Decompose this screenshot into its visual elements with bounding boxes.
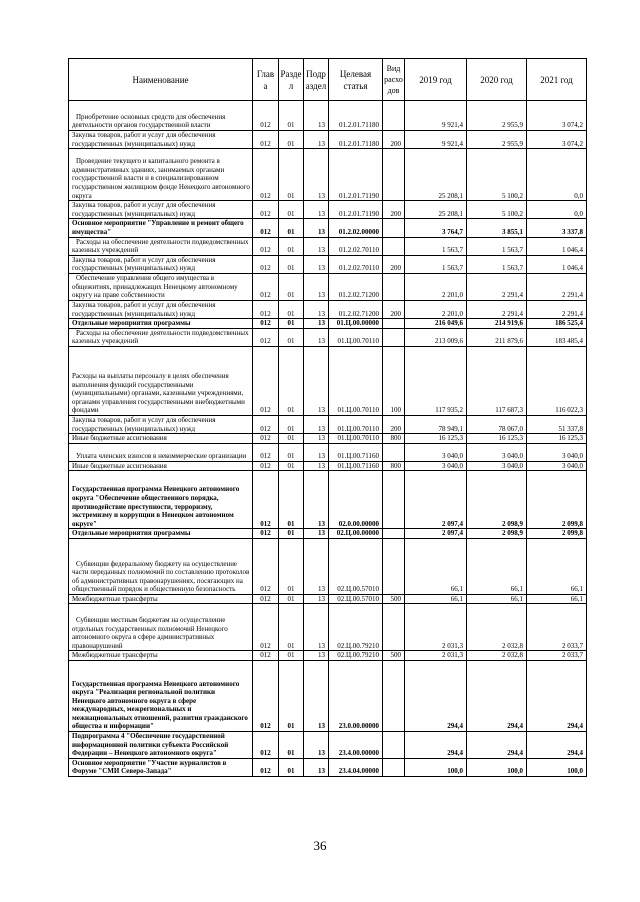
header-podrazdel: Подр аздел	[304, 59, 329, 101]
cell-vid	[383, 443, 405, 461]
cell-vid: 500	[383, 594, 405, 604]
cell-article: 01.2.02.00000	[329, 219, 383, 237]
table-row	[69, 255, 587, 273]
cell-2019: 25 208,1	[405, 201, 467, 219]
cell-vid: 200	[383, 131, 405, 149]
table-row	[69, 471, 587, 529]
cell-podrazdel: 13	[304, 594, 329, 604]
table-row	[69, 237, 587, 255]
cell-article: 23.0.00.00000	[329, 661, 383, 732]
cell-2020: 2 291,4	[467, 300, 527, 318]
table-row	[69, 529, 587, 539]
table-row	[69, 219, 587, 237]
table-row	[69, 201, 587, 219]
cell-glava: 012	[253, 255, 279, 273]
cell-name: Расходы на выплаты персоналу в целях обеспечения выполнения функций государственными (муниципальными) органами, казенными учреждениями, органами управления государственными внебюджетными фондами	[69, 346, 253, 415]
header-2020: 2020 год	[467, 59, 527, 101]
cell-glava: 012	[253, 661, 279, 732]
cell-podrazdel: 13	[304, 461, 329, 471]
cell-2021: 0,0	[527, 149, 587, 201]
cell-name: Проведение текущего и капитального ремонта в административных зданиях, занимаемых органами государственной власти и в специализированном государственном жилищном фонде Ненецкого автономного округа	[69, 149, 253, 201]
cell-podrazdel: 13	[304, 131, 329, 149]
cell-podrazdel: 13	[304, 273, 329, 300]
cell-vid	[383, 219, 405, 237]
cell-2019: 2 201,0	[405, 300, 467, 318]
table-row	[69, 661, 587, 732]
cell-glava: 012	[253, 328, 279, 346]
table-row	[69, 149, 587, 201]
cell-podrazdel: 13	[304, 758, 329, 776]
cell-2021: 3 074,2	[527, 101, 587, 131]
cell-article: 02.Ц.00.79210	[329, 604, 383, 651]
cell-razdel: 01	[279, 529, 304, 539]
cell-vid	[383, 538, 405, 594]
cell-2021: 1 046,4	[527, 237, 587, 255]
cell-vid: 200	[383, 300, 405, 318]
cell-razdel: 01	[279, 732, 304, 759]
cell-razdel: 01	[279, 538, 304, 594]
cell-2019: 2 097,4	[405, 529, 467, 539]
cell-2020: 2 032,8	[467, 604, 527, 651]
cell-podrazdel: 13	[304, 529, 329, 539]
cell-glava: 012	[253, 434, 279, 444]
cell-podrazdel: 13	[304, 538, 329, 594]
cell-podrazdel: 13	[304, 255, 329, 273]
header-name: Наименование	[69, 59, 253, 101]
header-razdel: Разде л	[279, 59, 304, 101]
cell-2020: 2 955,9	[467, 131, 527, 149]
cell-2020: 3 040,0	[467, 443, 527, 461]
cell-name: Основное мероприятие "Участие журналистов в Форуме "СМИ Северо-Запада"	[69, 758, 253, 776]
cell-article: 02.Ц.00.00000	[329, 529, 383, 539]
table-row	[69, 443, 587, 461]
cell-vid	[383, 604, 405, 651]
cell-2021: 66,1	[527, 594, 587, 604]
table-row	[69, 604, 587, 651]
cell-podrazdel: 13	[304, 300, 329, 318]
cell-article: 23.4.00.00000	[329, 732, 383, 759]
table-row	[69, 732, 587, 759]
cell-name: Закупка товаров, работ и услуг для обеспечения государственных (муниципальных) нужд	[69, 255, 253, 273]
cell-2019: 2 201,0	[405, 273, 467, 300]
cell-razdel: 01	[279, 131, 304, 149]
cell-name: Закупка товаров, работ и услуг для обеспечения государственных (муниципальных) нужд	[69, 300, 253, 318]
cell-glava: 012	[253, 443, 279, 461]
table-row	[69, 434, 587, 444]
cell-2021: 183 485,4	[527, 328, 587, 346]
cell-article: 01.Ц.00.00000	[329, 319, 383, 329]
cell-podrazdel: 13	[304, 219, 329, 237]
cell-2021: 3 074,2	[527, 131, 587, 149]
cell-name: Закупка товаров, работ и услуг для обеспечения государственных (муниципальных) нужд	[69, 415, 253, 433]
cell-2019: 16 125,3	[405, 434, 467, 444]
cell-2020: 2 032,8	[467, 651, 527, 661]
cell-name: Отдельные мероприятия программы	[69, 529, 253, 539]
cell-glava: 012	[253, 219, 279, 237]
cell-2019: 2 031,3	[405, 651, 467, 661]
cell-podrazdel: 13	[304, 651, 329, 661]
cell-name: Отдельные мероприятия программы	[69, 319, 253, 329]
cell-2021: 3 337,8	[527, 219, 587, 237]
cell-vid: 200	[383, 255, 405, 273]
cell-razdel: 01	[279, 434, 304, 444]
cell-name: Межбюджетные трансферты	[69, 594, 253, 604]
cell-2020: 2 098,9	[467, 471, 527, 529]
table-row	[69, 594, 587, 604]
cell-razdel: 01	[279, 201, 304, 219]
cell-podrazdel: 13	[304, 732, 329, 759]
cell-2021: 2 033,7	[527, 604, 587, 651]
cell-glava: 012	[253, 131, 279, 149]
cell-glava: 012	[253, 732, 279, 759]
cell-vid: 200	[383, 201, 405, 219]
header-2021: 2021 год	[527, 59, 587, 101]
cell-name: Расходы на обеспечение деятельности подведомственных казенных учреждений	[69, 328, 253, 346]
cell-glava: 012	[253, 149, 279, 201]
cell-article: 01.2.02.70110	[329, 237, 383, 255]
cell-glava: 012	[253, 758, 279, 776]
cell-name: Обеспечение управления общего имущества в общежитиях, принадлежащих Ненецкому автономному округу на праве собственности	[69, 273, 253, 300]
cell-razdel: 01	[279, 594, 304, 604]
cell-glava: 012	[253, 538, 279, 594]
header-2019: 2019 год	[405, 59, 467, 101]
cell-article: 01.Ц.00.70110	[329, 415, 383, 433]
cell-glava: 012	[253, 651, 279, 661]
cell-2019: 9 921,4	[405, 131, 467, 149]
table-row	[69, 538, 587, 594]
cell-glava: 012	[253, 319, 279, 329]
cell-razdel: 01	[279, 219, 304, 237]
cell-2020: 78 067,0	[467, 415, 527, 433]
cell-article: 01.Ц.00.70110	[329, 328, 383, 346]
cell-2020: 66,1	[467, 538, 527, 594]
cell-name: Субвенции местным бюджетам на осуществление отдельных государственных полномочий Ненецкого автономного округа в сфере административных правонарушений	[69, 604, 253, 651]
cell-2019: 78 949,1	[405, 415, 467, 433]
cell-razdel: 01	[279, 415, 304, 433]
cell-razdel: 01	[279, 149, 304, 201]
cell-2019: 100,0	[405, 758, 467, 776]
cell-podrazdel: 13	[304, 471, 329, 529]
cell-2019: 2 031,3	[405, 604, 467, 651]
cell-razdel: 01	[279, 661, 304, 732]
cell-vid	[383, 149, 405, 201]
cell-2020: 5 100,2	[467, 201, 527, 219]
cell-vid	[383, 328, 405, 346]
cell-2020: 214 919,6	[467, 319, 527, 329]
cell-podrazdel: 13	[304, 661, 329, 732]
cell-2021: 294,4	[527, 732, 587, 759]
cell-article: 02.0.00.00000	[329, 471, 383, 529]
cell-article: 23.4.04.00000	[329, 758, 383, 776]
cell-podrazdel: 13	[304, 434, 329, 444]
table-row	[69, 328, 587, 346]
cell-razdel: 01	[279, 758, 304, 776]
cell-2021: 0,0	[527, 201, 587, 219]
cell-2020: 1 563,7	[467, 255, 527, 273]
cell-glava: 012	[253, 461, 279, 471]
cell-2020: 3 040,0	[467, 461, 527, 471]
cell-podrazdel: 13	[304, 237, 329, 255]
cell-2020: 211 879,6	[467, 328, 527, 346]
cell-name: Закупка товаров, работ и услуг для обеспечения государственных (муниципальных) нужд	[69, 131, 253, 149]
table-header-row	[69, 59, 587, 101]
cell-article: 01.Ц.00.71160	[329, 461, 383, 471]
cell-article: 01.2.01.71190	[329, 201, 383, 219]
cell-2021: 16 125,3	[527, 434, 587, 444]
cell-2020: 294,4	[467, 661, 527, 732]
cell-article: 01.2.02.70110	[329, 255, 383, 273]
cell-vid	[383, 529, 405, 539]
cell-2019: 3 764,7	[405, 219, 467, 237]
cell-name: Государственная программа Ненецкого автономного округа "Обеспечение общественного порядка, противодействие преступности, терроризму, экстремизму и коррупции в Ненецком автономном округе"	[69, 471, 253, 529]
cell-glava: 012	[253, 346, 279, 415]
cell-glava: 012	[253, 471, 279, 529]
cell-podrazdel: 13	[304, 415, 329, 433]
cell-2020: 100,0	[467, 758, 527, 776]
cell-vid	[383, 237, 405, 255]
cell-glava: 012	[253, 529, 279, 539]
cell-vid	[383, 273, 405, 300]
cell-2021: 294,4	[527, 661, 587, 732]
cell-2020: 2 098,9	[467, 529, 527, 539]
cell-podrazdel: 13	[304, 101, 329, 131]
table-row	[69, 461, 587, 471]
cell-article: 02.Ц.00.57010	[329, 538, 383, 594]
cell-article: 01.2.02.71200	[329, 273, 383, 300]
cell-vid	[383, 471, 405, 529]
cell-glava: 012	[253, 594, 279, 604]
cell-2019: 9 921,4	[405, 101, 467, 131]
cell-razdel: 01	[279, 255, 304, 273]
cell-article: 01.2.01.71190	[329, 149, 383, 201]
cell-name: Подпрограмма 4 "Обеспечение государственной информационной политики субъекта Российской Федерации – Ненецкого автономного округа"	[69, 732, 253, 759]
table-row	[69, 131, 587, 149]
cell-2019: 216 049,6	[405, 319, 467, 329]
cell-2020: 2 291,4	[467, 273, 527, 300]
cell-2020: 5 100,2	[467, 149, 527, 201]
cell-2021: 1 046,4	[527, 255, 587, 273]
table-row	[69, 273, 587, 300]
cell-name: Межбюджетные трансферты	[69, 651, 253, 661]
cell-2019: 294,4	[405, 661, 467, 732]
table-row	[69, 346, 587, 415]
cell-razdel: 01	[279, 443, 304, 461]
cell-2019: 25 208,1	[405, 149, 467, 201]
cell-razdel: 01	[279, 461, 304, 471]
table-row	[69, 758, 587, 776]
cell-2019: 66,1	[405, 594, 467, 604]
cell-razdel: 01	[279, 300, 304, 318]
cell-2021: 2 291,4	[527, 273, 587, 300]
cell-name: Основное мероприятие "Управление и ремонт общего имущества"	[69, 219, 253, 237]
cell-vid	[383, 661, 405, 732]
cell-article: 01.Ц.00.70110	[329, 346, 383, 415]
cell-2019: 3 040,0	[405, 443, 467, 461]
cell-vid: 200	[383, 415, 405, 433]
cell-name: Государственная программа Ненецкого автономного округа "Реализация региональной политики Ненецкого автономного округа в сфере международных, межрегиональных и межнациональных отношений, развития гражданского общества и информации"	[69, 661, 253, 732]
budget-table	[68, 58, 587, 777]
cell-2021: 186 525,4	[527, 319, 587, 329]
table-row	[69, 651, 587, 661]
cell-2019: 66,1	[405, 538, 467, 594]
cell-2019: 213 009,6	[405, 328, 467, 346]
cell-2021: 116 022,3	[527, 346, 587, 415]
cell-2020: 2 955,9	[467, 101, 527, 131]
cell-razdel: 01	[279, 328, 304, 346]
cell-podrazdel: 13	[304, 201, 329, 219]
cell-vid: 100	[383, 346, 405, 415]
cell-vid: 500	[383, 651, 405, 661]
cell-razdel: 01	[279, 237, 304, 255]
cell-glava: 012	[253, 273, 279, 300]
cell-vid	[383, 319, 405, 329]
cell-article: 01.Ц.00.71160	[329, 443, 383, 461]
cell-glava: 012	[253, 201, 279, 219]
cell-2020: 16 125,3	[467, 434, 527, 444]
cell-2021: 66,1	[527, 538, 587, 594]
cell-2021: 100,0	[527, 758, 587, 776]
cell-article: 01.2.02.71200	[329, 300, 383, 318]
cell-name: Приобретение основных средств для обеспечения деятельности органов государственной власти	[69, 101, 253, 131]
cell-2021: 51 337,8	[527, 415, 587, 433]
cell-2020: 3 855,1	[467, 219, 527, 237]
cell-vid: 800	[383, 434, 405, 444]
page-number: 36	[313, 838, 327, 853]
cell-podrazdel: 13	[304, 604, 329, 651]
cell-vid	[383, 101, 405, 131]
cell-name: Иные бюджетные ассигнования	[69, 461, 253, 471]
cell-glava: 012	[253, 300, 279, 318]
table-row	[69, 101, 587, 131]
cell-2021: 3 040,0	[527, 443, 587, 461]
cell-razdel: 01	[279, 651, 304, 661]
cell-2020: 294,4	[467, 732, 527, 759]
cell-razdel: 01	[279, 319, 304, 329]
cell-2019: 1 563,7	[405, 237, 467, 255]
cell-razdel: 01	[279, 471, 304, 529]
cell-2019: 3 040,0	[405, 461, 467, 471]
table-row	[69, 300, 587, 318]
cell-2021: 2 099,8	[527, 529, 587, 539]
cell-article: 01.2.01.71180	[329, 101, 383, 131]
cell-2021: 2 291,4	[527, 300, 587, 318]
cell-glava: 012	[253, 604, 279, 651]
cell-glava: 012	[253, 415, 279, 433]
header-glava: Глав а	[253, 59, 279, 101]
cell-podrazdel: 13	[304, 319, 329, 329]
cell-article: 02.Ц.00.79210	[329, 651, 383, 661]
cell-razdel: 01	[279, 101, 304, 131]
cell-vid	[383, 758, 405, 776]
cell-razdel: 01	[279, 346, 304, 415]
cell-name: Расходы на обеспечение деятельности подведомственных казенных учреждений	[69, 237, 253, 255]
table-row	[69, 415, 587, 433]
cell-2019: 1 563,7	[405, 255, 467, 273]
cell-vid	[383, 732, 405, 759]
cell-podrazdel: 13	[304, 443, 329, 461]
cell-podrazdel: 13	[304, 149, 329, 201]
cell-name: Субвенции федеральному бюджету на осуществление части переданных полномочий по составлению протоколов об административных правонарушениях, посягающих на общественный порядок и общественную безопасность	[69, 538, 253, 594]
cell-2019: 2 097,4	[405, 471, 467, 529]
cell-2019: 294,4	[405, 732, 467, 759]
cell-article: 02.Ц.00.57010	[329, 594, 383, 604]
cell-name: Иные бюджетные ассигнования	[69, 434, 253, 444]
cell-vid: 800	[383, 461, 405, 471]
cell-article: 01.2.01.71180	[329, 131, 383, 149]
header-article: Целевая статья	[329, 59, 383, 101]
cell-2020: 1 563,7	[467, 237, 527, 255]
cell-2020: 117 687,3	[467, 346, 527, 415]
cell-2021: 3 040,0	[527, 461, 587, 471]
cell-2021: 2 099,8	[527, 471, 587, 529]
cell-razdel: 01	[279, 604, 304, 651]
cell-name: Уплата членских взносов в некоммерческие организации	[69, 443, 253, 461]
cell-name: Закупка товаров, работ и услуг для обеспечения государственных (муниципальных) нужд	[69, 201, 253, 219]
cell-podrazdel: 13	[304, 346, 329, 415]
cell-article: 01.Ц.00.70110	[329, 434, 383, 444]
table-row	[69, 319, 587, 329]
cell-2019: 117 935,2	[405, 346, 467, 415]
cell-glava: 012	[253, 237, 279, 255]
cell-2021: 2 033,7	[527, 651, 587, 661]
cell-razdel: 01	[279, 273, 304, 300]
cell-glava: 012	[253, 101, 279, 131]
header-vid: Вид расхо дов	[383, 59, 405, 101]
cell-podrazdel: 13	[304, 328, 329, 346]
cell-2020: 66,1	[467, 594, 527, 604]
